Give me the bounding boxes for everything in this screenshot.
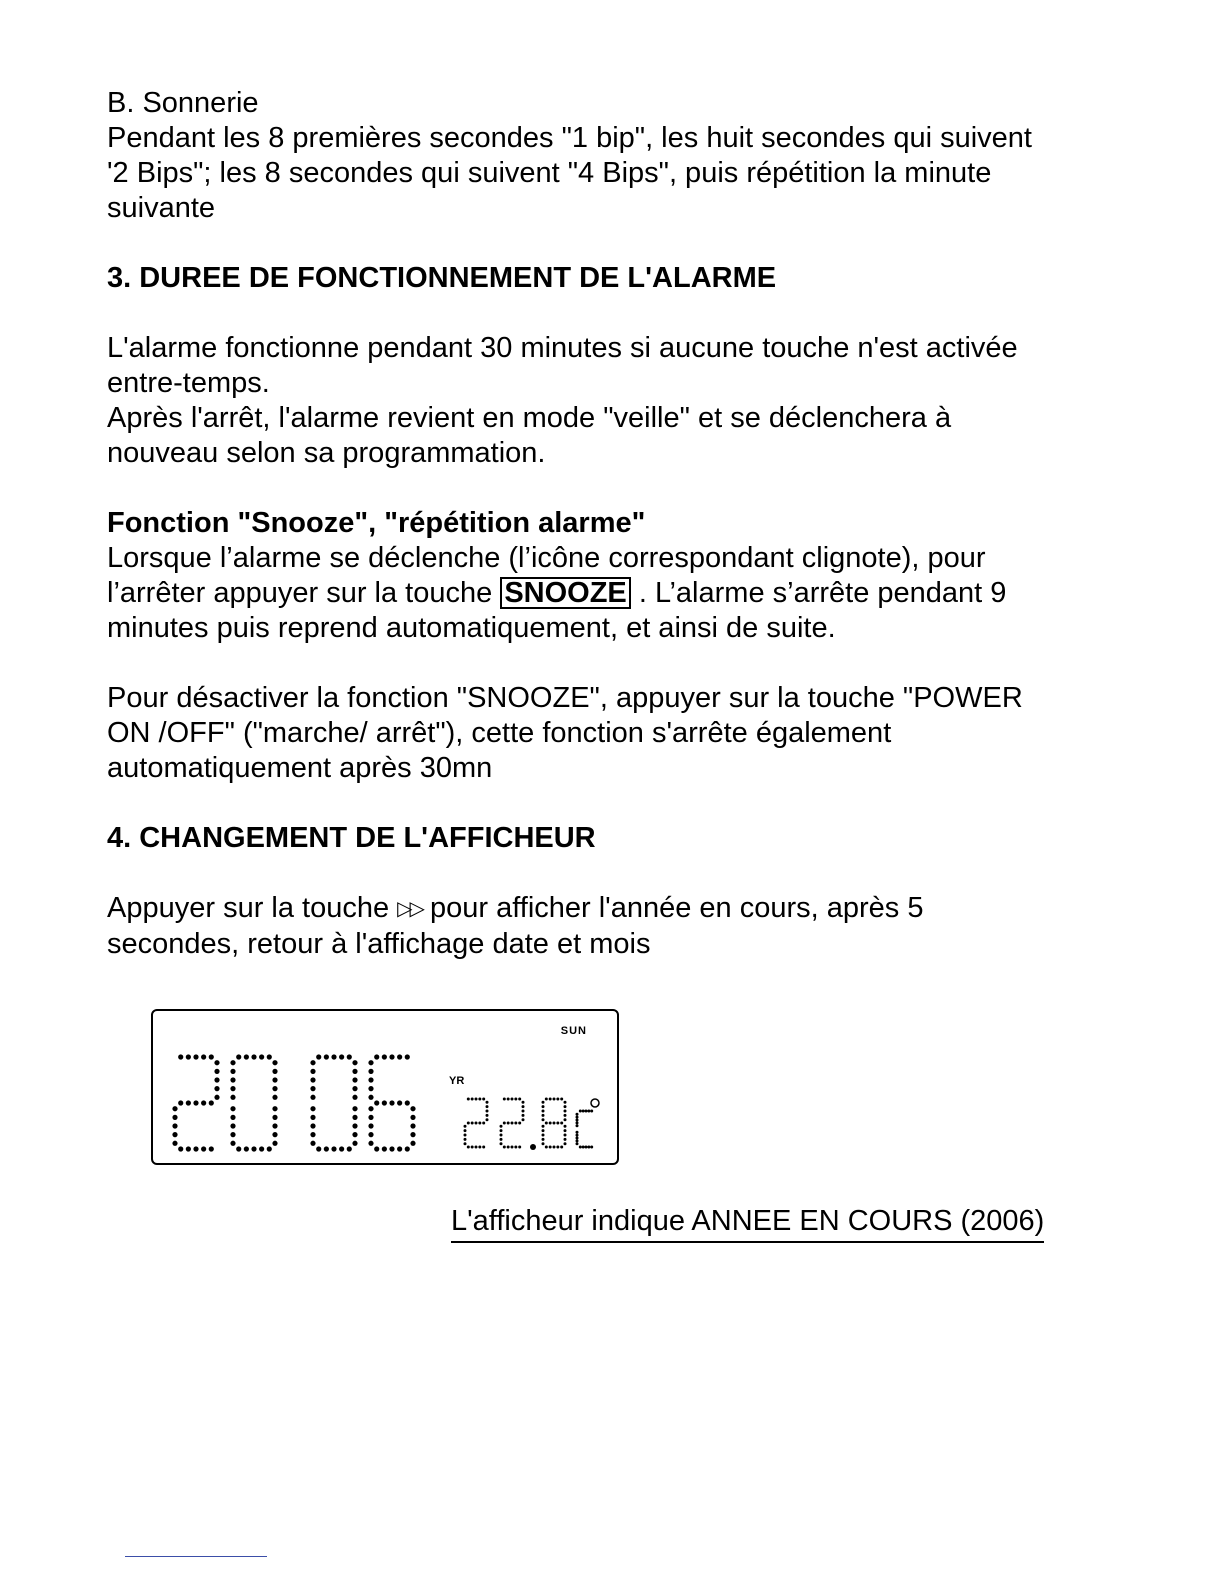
lcd-dot [209, 1100, 214, 1105]
lcd-dot [230, 1069, 235, 1074]
lcd-dot [347, 1146, 352, 1151]
lcd-dot [251, 1146, 256, 1151]
lcd-dot [576, 1131, 579, 1134]
lcd-dot [368, 1069, 373, 1074]
lcd-dot [368, 1132, 373, 1137]
lcd-dot [467, 1146, 470, 1149]
lcd-dot [410, 1141, 415, 1146]
lcd-dot [272, 1069, 277, 1074]
lcd-dot [576, 1142, 579, 1145]
lcd-dot [339, 1146, 344, 1151]
lcd-dot [564, 1142, 567, 1145]
lcd-dot [587, 1110, 590, 1113]
lcd-dot [405, 1146, 410, 1151]
lcd-dot [272, 1132, 277, 1137]
lcd-dot [556, 1122, 559, 1125]
lcd-dot [244, 1054, 249, 1059]
lcd-dot [368, 1123, 373, 1128]
lcd-dot [259, 1054, 264, 1059]
lcd-dot [511, 1146, 514, 1149]
lcd-dot [503, 1146, 506, 1149]
lcd-dot [564, 1118, 567, 1121]
lcd-dot [564, 1134, 567, 1137]
lcd-dot [553, 1146, 556, 1149]
lcd-year-digit [230, 1054, 277, 1151]
lcd-dot [382, 1146, 387, 1151]
lcd-dot [193, 1146, 198, 1151]
snooze-line-2-before: l’arrêter appuyer sur la touche [107, 577, 501, 609]
lcd-dot [518, 1146, 521, 1149]
lcd-dot [556, 1146, 559, 1149]
lcd-dot [507, 1122, 510, 1125]
lcd-dot [397, 1146, 402, 1151]
lcd-dot [267, 1146, 272, 1151]
lcd-dot [514, 1146, 517, 1149]
lcd-dot [553, 1098, 556, 1101]
lcd-dot [310, 1141, 315, 1146]
lcd-dot [507, 1146, 510, 1149]
snooze-line-2-after: . L’alarme s’arrête pendant 9 [630, 577, 1007, 609]
lcd-dot [545, 1098, 548, 1101]
lcd-dot [560, 1122, 563, 1125]
lcd-dot [368, 1060, 373, 1065]
lcd-dot [368, 1095, 373, 1100]
lcd-dot [549, 1122, 552, 1125]
lcd-dot [482, 1146, 485, 1149]
lcd-dot [410, 1123, 415, 1128]
lcd-dot [214, 1095, 219, 1100]
lcd-dot [374, 1100, 379, 1105]
lcd-dot [230, 1086, 235, 1091]
lcd-dot [500, 1138, 503, 1141]
lcd-dot [564, 1129, 567, 1132]
lcd-dot [478, 1146, 481, 1149]
section-4-line-1-after: pour afficher l'année en cours, après 5 [421, 892, 924, 924]
lcd-dot [486, 1118, 489, 1121]
lcd-dot [209, 1054, 214, 1059]
lcd-dot [178, 1054, 183, 1059]
lcd-dot [310, 1069, 315, 1074]
snooze-line-3: minutes puis reprend automatiquement, et ainsi de suite. [107, 612, 836, 644]
lcd-dot [230, 1060, 235, 1065]
lcd-dot [310, 1077, 315, 1082]
lcd-dot [475, 1122, 478, 1125]
lcd-dot [475, 1098, 478, 1101]
lcd-dot [352, 1069, 357, 1074]
lcd-dot [486, 1105, 489, 1108]
lcd-dot [382, 1100, 387, 1105]
lcd-dot [478, 1122, 481, 1125]
lcd-dot [209, 1146, 214, 1151]
lcd-dot [272, 1123, 277, 1128]
lcd-dot [352, 1086, 357, 1091]
lcd-dot [331, 1146, 336, 1151]
lcd-dot [503, 1122, 506, 1125]
lcd-dot [482, 1098, 485, 1101]
lcd-dot [576, 1139, 579, 1142]
lcd-dot [467, 1122, 470, 1125]
lcd-digits [153, 1011, 617, 1163]
section-3-heading: 3. DUREE DE FONCTIONNEMENT DE L'ALARME [107, 262, 777, 294]
lcd-dot [352, 1115, 357, 1120]
lcd-dot [507, 1098, 510, 1101]
lcd-dot [522, 1118, 525, 1121]
snooze-key-label: SNOOZE [500, 577, 630, 609]
lcd-dot [518, 1098, 521, 1101]
section-4-line-2: secondes, retour à l'affichage date et mois [107, 928, 651, 960]
lcd-dot [542, 1138, 545, 1141]
section-3-line-1: L'alarme fonctionne pendant 30 minutes si aucune touche n'est activée [107, 332, 1018, 364]
lcd-dot [352, 1123, 357, 1128]
lcd-dot [172, 1123, 177, 1128]
lcd-dot [193, 1100, 198, 1105]
footer-rule [125, 1556, 267, 1557]
lcd-dot [230, 1106, 235, 1111]
lcd-dot [410, 1132, 415, 1137]
lcd-dot [352, 1060, 357, 1065]
lcd-dot [397, 1100, 402, 1105]
lcd-yr-label: YR [449, 1075, 465, 1087]
lcd-dot [590, 1110, 593, 1113]
lcd-dot [178, 1146, 183, 1151]
lcd-dot [500, 1142, 503, 1145]
lcd-year-digit [172, 1054, 219, 1151]
lcd-dot [545, 1122, 548, 1125]
snooze-para2-line-3: automatiquement après 30mn [107, 752, 493, 784]
section-3-line-3: Après l'arrêt, l'alarme revient en mode "veille" et se déclenchera à [107, 402, 952, 434]
lcd-dot [514, 1098, 517, 1101]
lcd-dot [582, 1146, 585, 1149]
lcd-dot [172, 1141, 177, 1146]
lcd-dot [368, 1086, 373, 1091]
lcd-dot [352, 1132, 357, 1137]
lcd-display [151, 1009, 619, 1165]
lcd-dot [471, 1146, 474, 1149]
lcd-day-label: SUN [560, 1025, 587, 1037]
lcd-dot [405, 1054, 410, 1059]
lcd-year-digit [368, 1054, 415, 1151]
lcd-dot [410, 1106, 415, 1111]
lcd-dot [172, 1115, 177, 1120]
section-b-line-2: '2 Bips"; les 8 secondes qui suivent "4 Bips", puis répétition la minute [107, 157, 992, 189]
lcd-dot [272, 1141, 277, 1146]
lcd-dot [272, 1060, 277, 1065]
lcd-degree-symbol [591, 1099, 599, 1107]
lcd-dot [230, 1077, 235, 1082]
lcd-dot [382, 1054, 387, 1059]
snooze-line-2 [107, 576, 1117, 611]
lcd-dot [272, 1077, 277, 1082]
lcd-dot [236, 1054, 241, 1059]
lcd-dot [542, 1118, 545, 1121]
lcd-dot [186, 1054, 191, 1059]
lcd-dot [324, 1054, 329, 1059]
lcd-dot [542, 1129, 545, 1132]
lcd-dot [272, 1086, 277, 1091]
lcd-dot [556, 1098, 559, 1101]
lcd-dot [576, 1113, 579, 1116]
lcd-dot [500, 1129, 503, 1132]
lcd-dot [471, 1122, 474, 1125]
section-b-line-3: suivante [107, 192, 216, 224]
lcd-dot [467, 1098, 470, 1101]
lcd-dot [590, 1146, 593, 1149]
snooze-para2-line-2: ON /OFF" ("marche/ arrêt"), cette fonction s'arrête également [107, 717, 892, 749]
lcd-dot [511, 1098, 514, 1101]
lcd-dot [482, 1122, 485, 1125]
lcd-dot [310, 1132, 315, 1137]
section-b-line-1: Pendant les 8 premières secondes "1 bip", les huit secondes qui suivent [107, 122, 1032, 154]
lcd-dot [464, 1142, 467, 1145]
lcd-decimal-point [530, 1144, 536, 1150]
lcd-dot [339, 1054, 344, 1059]
section-3-line-4: nouveau selon sa programmation. [107, 437, 546, 469]
snooze-para2-line-1: Pour désactiver la fonction "SNOOZE", appuyer sur la touche "POWER [107, 682, 1023, 714]
lcd-dot [230, 1123, 235, 1128]
lcd-dot [471, 1098, 474, 1101]
lcd-dot [201, 1146, 206, 1151]
lcd-dot [324, 1146, 329, 1151]
lcd-year-digit [310, 1054, 357, 1151]
lcd-dot [251, 1054, 256, 1059]
lcd-dot [542, 1142, 545, 1145]
lcd-dot [397, 1054, 402, 1059]
lcd-dot [587, 1146, 590, 1149]
lcd-temp-digit [500, 1098, 525, 1149]
lcd-dot [553, 1122, 556, 1125]
lcd-unit-c [576, 1110, 594, 1149]
lcd-dot [310, 1123, 315, 1128]
lcd-dot [564, 1138, 567, 1141]
lcd-dot [244, 1146, 249, 1151]
lcd-dot [272, 1106, 277, 1111]
lcd-dot [542, 1114, 545, 1117]
snooze-line-1: Lorsque l’alarme se déclenche (l’icône correspondant clignote), pour [107, 542, 986, 574]
lcd-dot [214, 1060, 219, 1065]
lcd-dot [585, 1110, 588, 1113]
lcd-dot [214, 1069, 219, 1074]
lcd-dot [316, 1146, 321, 1151]
lcd-dot [236, 1146, 241, 1151]
lcd-dot [230, 1132, 235, 1137]
lcd-dot [522, 1114, 525, 1117]
lcd-dot [230, 1115, 235, 1120]
document-body [107, 86, 1117, 962]
lcd-dot [347, 1054, 352, 1059]
lcd-dot [464, 1129, 467, 1132]
section-3-line-2: entre-temps. [107, 367, 270, 399]
lcd-dot [564, 1101, 567, 1104]
lcd-dot [272, 1095, 277, 1100]
lcd-dot [172, 1132, 177, 1137]
lcd-dot [464, 1125, 467, 1128]
lcd-dot [389, 1100, 394, 1105]
lcd-dot [193, 1054, 198, 1059]
lcd-dot [230, 1095, 235, 1100]
snooze-heading: Fonction "Snooze", "répétition alarme" [107, 507, 646, 539]
lcd-dot [564, 1110, 567, 1113]
lcd-dot [585, 1146, 588, 1149]
lcd-dot [272, 1115, 277, 1120]
lcd-dot [310, 1106, 315, 1111]
lcd-dot [267, 1054, 272, 1059]
lcd-dot [503, 1098, 506, 1101]
lcd-dot [576, 1121, 579, 1124]
lcd-dot [579, 1146, 582, 1149]
lcd-dot [368, 1077, 373, 1082]
lcd-dot [201, 1100, 206, 1105]
lcd-dot [368, 1141, 373, 1146]
lcd-dot [405, 1100, 410, 1105]
lcd-dot [310, 1060, 315, 1065]
lcd-dot [316, 1054, 321, 1059]
lcd-dot [549, 1146, 552, 1149]
lcd-dot [352, 1141, 357, 1146]
lcd-dot [500, 1134, 503, 1137]
lcd-dot [542, 1110, 545, 1113]
lcd-dot [214, 1086, 219, 1091]
lcd-dot [542, 1125, 545, 1128]
lcd-dot [564, 1125, 567, 1128]
section-4-heading: 4. CHANGEMENT DE L'AFFICHEUR [107, 822, 596, 854]
lcd-dot [486, 1101, 489, 1104]
lcd-dot [389, 1146, 394, 1151]
lcd-dot [582, 1110, 585, 1113]
lcd-dot [486, 1110, 489, 1113]
lcd-temp-digit [464, 1098, 489, 1149]
lcd-dot [522, 1105, 525, 1108]
lcd-dot [522, 1101, 525, 1104]
lcd-dot [545, 1146, 548, 1149]
lcd-dot [310, 1086, 315, 1091]
lcd-dot [230, 1141, 235, 1146]
lcd-dot [579, 1110, 582, 1113]
section-4-line-1-before: Appuyer sur la touche [107, 892, 398, 924]
lcd-dot [352, 1077, 357, 1082]
lcd-temp-digit [542, 1098, 567, 1149]
lcd-dot [352, 1106, 357, 1111]
lcd-dot [560, 1098, 563, 1101]
lcd-dot [172, 1106, 177, 1111]
lcd-dot [542, 1101, 545, 1104]
lcd-dot [486, 1114, 489, 1117]
lcd-dot [310, 1095, 315, 1100]
lcd-dot [549, 1098, 552, 1101]
lcd-dot [576, 1124, 579, 1127]
lcd-caption: L'afficheur indique ANNEE EN COURS (2006) [451, 1204, 1044, 1243]
lcd-dot [464, 1138, 467, 1141]
lcd-dot [201, 1054, 206, 1059]
lcd-dot [475, 1146, 478, 1149]
lcd-dot [564, 1105, 567, 1108]
section-4-line-1 [107, 891, 1117, 927]
lcd-dot [576, 1137, 579, 1140]
lcd-dot [352, 1095, 357, 1100]
fast-forward-icon: ▷▷ [397, 898, 422, 920]
lcd-dot [518, 1122, 521, 1125]
lcd-dot [186, 1146, 191, 1151]
lcd-dot [464, 1134, 467, 1137]
lcd-dot [511, 1122, 514, 1125]
lcd-dot [186, 1100, 191, 1105]
lcd-dot [576, 1116, 579, 1119]
section-b-title: B. Sonnerie [107, 87, 259, 119]
lcd-dot [310, 1115, 315, 1120]
lcd-dot [542, 1105, 545, 1108]
lcd-dot [389, 1054, 394, 1059]
lcd-dot [374, 1146, 379, 1151]
lcd-dot [214, 1077, 219, 1082]
lcd-dot [522, 1110, 525, 1113]
lcd-dot [576, 1134, 579, 1137]
lcd-dot [259, 1146, 264, 1151]
lcd-dot [374, 1054, 379, 1059]
lcd-dot [178, 1100, 183, 1105]
lcd-dot [331, 1054, 336, 1059]
lcd-dot [368, 1115, 373, 1120]
lcd-dot [576, 1119, 579, 1122]
lcd-dot [560, 1146, 563, 1149]
lcd-dot [500, 1125, 503, 1128]
lcd-dot [478, 1098, 481, 1101]
lcd-dot [514, 1122, 517, 1125]
lcd-dot [542, 1134, 545, 1137]
lcd-dot [368, 1106, 373, 1111]
lcd-dot [410, 1115, 415, 1120]
lcd-dot [564, 1114, 567, 1117]
